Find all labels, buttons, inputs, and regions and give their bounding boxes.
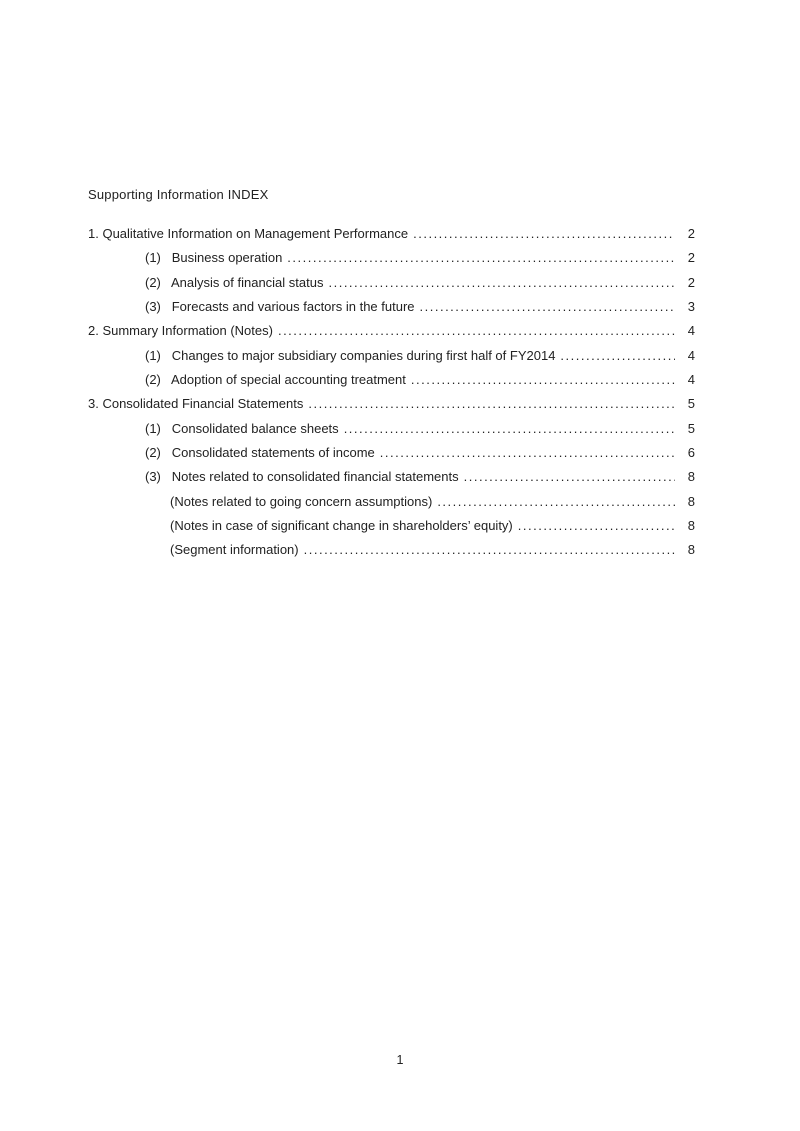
toc-entry-page: 2	[687, 250, 695, 266]
toc-entry-label: (Segment information)	[170, 542, 299, 558]
toc-entry-page: 6	[687, 445, 695, 461]
toc-entry-label: (Notes in case of significant change in shareholders’ equity)	[170, 518, 513, 534]
dot-leader	[278, 323, 675, 338]
dot-leader	[437, 494, 675, 509]
toc-entry-page: 4	[687, 372, 695, 388]
toc-entry-label: 2. Summary Information (Notes)	[88, 323, 273, 339]
toc-entry	[88, 445, 695, 469]
toc-entry	[88, 421, 695, 445]
toc-entry-page: 3	[687, 299, 695, 315]
toc-entry-label: (3) Notes related to consolidated financial statements	[145, 469, 459, 485]
dot-leader	[380, 445, 675, 460]
toc-entry	[88, 226, 695, 250]
toc-entry-label: (Notes related to going concern assumptions)	[170, 493, 433, 509]
toc-entry-page: 8	[687, 469, 695, 485]
dot-leader	[413, 226, 675, 241]
toc-entry-label: 3. Consolidated Financial Statements	[88, 396, 304, 412]
toc-entry-page: 5	[687, 420, 695, 436]
dot-leader	[560, 348, 675, 363]
toc-entry	[88, 494, 695, 518]
dot-leader	[464, 469, 675, 484]
toc-entry-page: 4	[687, 347, 695, 363]
toc-entry-label: (2) Adoption of special accounting treatment	[145, 372, 406, 388]
toc-entry	[88, 542, 695, 566]
toc-entry-page: 8	[687, 518, 695, 534]
toc-entry	[88, 372, 695, 396]
toc-entry	[88, 275, 695, 299]
toc-entry-page: 8	[687, 542, 695, 558]
toc-entry-page: 8	[687, 493, 695, 509]
toc-entry	[88, 469, 695, 493]
toc-entry-page: 2	[687, 274, 695, 290]
toc-entry-page: 5	[687, 396, 695, 412]
toc-entry	[88, 323, 695, 347]
dot-leader	[304, 542, 675, 557]
toc-entry-page: 4	[687, 323, 695, 339]
dot-leader	[411, 372, 675, 387]
toc-entry	[88, 299, 695, 323]
toc-entry	[88, 518, 695, 542]
page-number: 1	[396, 1053, 404, 1067]
dot-leader	[344, 421, 675, 436]
dot-leader	[518, 518, 675, 533]
table-of-contents	[88, 226, 695, 567]
dot-leader	[287, 250, 675, 265]
dot-leader	[420, 299, 675, 314]
toc-entry	[88, 396, 695, 420]
dot-leader	[328, 275, 675, 290]
toc-entry-label: (1) Changes to major subsidiary companies during first half of FY2014	[145, 347, 556, 363]
page-title: Supporting Information INDEX	[88, 187, 269, 202]
toc-entry	[88, 348, 695, 372]
toc-entry	[88, 250, 695, 274]
toc-entry-label: (2) Consolidated statements of income	[145, 445, 375, 461]
toc-entry-label: (3) Forecasts and various factors in the future	[145, 299, 415, 315]
toc-entry-page: 2	[687, 226, 695, 241]
toc-entry-label: (2) Analysis of financial status	[145, 274, 324, 290]
toc-entry-label: (1) Consolidated balance sheets	[145, 420, 339, 436]
toc-entry-label: 1. Qualitative Information on Management Performance	[88, 226, 409, 241]
toc-entry-label: (1) Business operation	[145, 250, 283, 266]
dot-leader	[308, 396, 675, 411]
